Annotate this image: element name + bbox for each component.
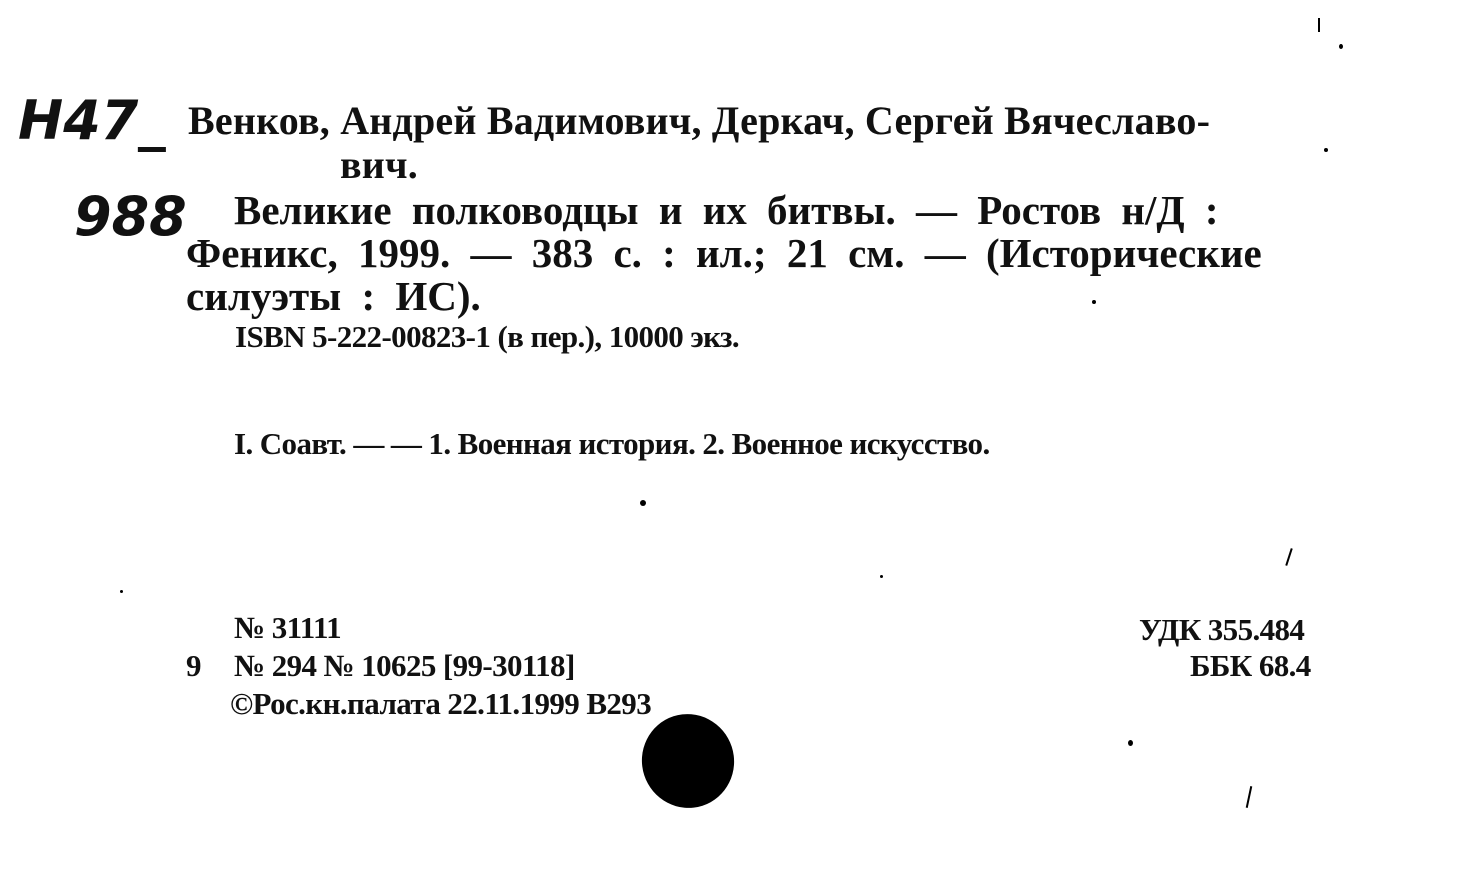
ink-speck [120,590,123,593]
udk-code: УДК 355.484 [1139,612,1305,647]
bbk-code: ББК 68.4 [1190,648,1311,683]
ink-mark [1318,18,1320,32]
ink-speck [1324,148,1328,152]
left-digit: 9 [186,648,201,683]
handwritten-call-number-bottom: 988 [74,185,187,248]
copyright-line: ©Рос.кн.палата 22.11.1999 В293 [230,686,652,721]
ink-mark [1246,786,1253,808]
title-line-3: силуэты : ИС). [186,273,481,319]
isbn-line: ISBN 5-222-00823-1 (в пер.), 10000 экз. [235,319,739,354]
title-line-2: Феникс, 1999. — 383 с. : ил.; 21 см. — (Исторические [186,230,1262,276]
ink-speck [640,500,646,506]
record-numbers: № 294 № 10625 [99-30118] [234,648,575,683]
handwritten-call-number-top: Н47_ [18,89,166,152]
title-line-1: Великие полководцы и их битвы. — Ростов н/Д : [234,187,1219,233]
ink-speck [1092,300,1096,304]
ink-speck [880,575,883,578]
tracing-line: I. Соавт. — — 1. Военная история. 2. Военное искусство. [234,426,990,461]
registration-number: № 31111 [234,610,342,645]
ink-speck [1128,740,1133,746]
author-line-2: вич. [340,142,419,187]
ink-speck [1339,44,1343,49]
author-line-1: Венков, Андрей Вадимович, Деркач, Сергей Вячеславо- [188,98,1211,143]
ink-mark [1285,548,1292,566]
